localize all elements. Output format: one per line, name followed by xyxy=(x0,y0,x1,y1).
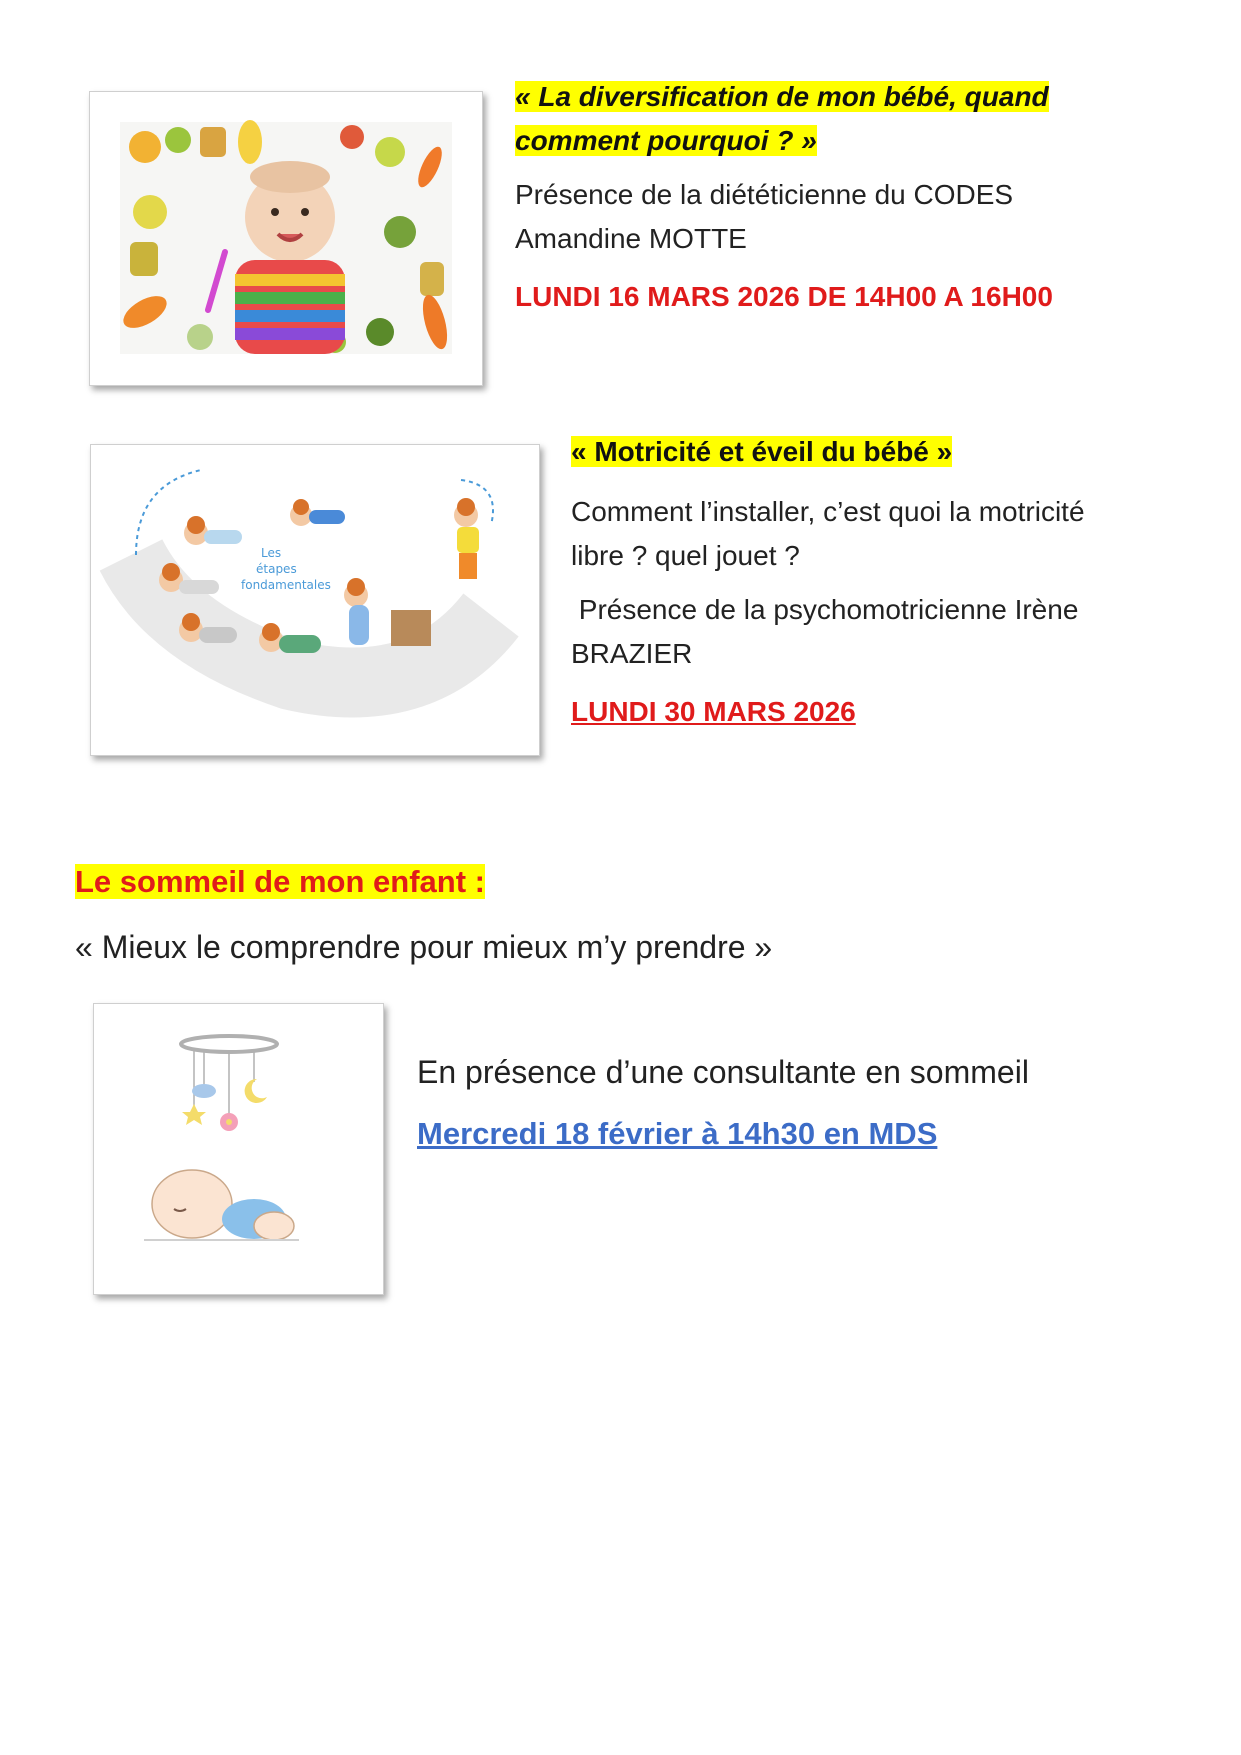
motricite-presence-line1: Présence de la psychomotricienne Irène xyxy=(571,594,1079,625)
sommeil-illustration xyxy=(93,1003,384,1295)
diversification-date: LUNDI 16 MARS 2026 DE 14H00 A 16H00 xyxy=(515,281,1053,312)
motricite-date: LUNDI 30 MARS 2026 xyxy=(571,696,856,727)
sommeil-heading-wrap xyxy=(75,860,875,905)
diversification-photo xyxy=(89,91,483,386)
sleeping-baby-with-mobile-illustration-icon xyxy=(94,1004,383,1294)
baby-with-vegetables-photo-icon xyxy=(90,92,482,385)
motricite-title: « Motricité et éveil du bébé » xyxy=(571,436,953,467)
diversification-title-line1: « La diversification de mon bébé, quand xyxy=(515,81,1049,112)
motricite-info xyxy=(571,430,1231,734)
diversification-title-line2: comment pourquoi ? » xyxy=(515,125,817,156)
diversification-presence-line1: Présence de la diététicienne du CODES xyxy=(515,179,1014,210)
motricite-presence-line2: BRAZIER xyxy=(571,638,693,669)
svg-text:étapes: étapes xyxy=(256,562,297,576)
diversification-presence-line2: Amandine MOTTE xyxy=(515,223,747,254)
sommeil-heading: Le sommeil de mon enfant : xyxy=(75,864,485,899)
sommeil-info xyxy=(417,1050,1217,1157)
svg-text:Les: Les xyxy=(261,546,282,560)
motricite-question-line1: Comment l’installer, c’est quoi la motricité xyxy=(571,496,1085,527)
svg-text:fondamentales: fondamentales xyxy=(241,578,331,592)
diversification-info xyxy=(515,75,1215,319)
sommeil-presence: En présence d’une consultante en sommeil xyxy=(417,1054,1029,1090)
motricite-question-line2: libre ? quel jouet ? xyxy=(571,540,800,571)
sommeil-subtitle: « Mieux le comprendre pour mieux m’y prendre » xyxy=(75,929,773,965)
baby-motor-development-stages-illustration-icon xyxy=(91,445,539,755)
motricite-illustration xyxy=(90,444,540,756)
sommeil-date-link[interactable]: Mercredi 18 février à 14h30 en MDS xyxy=(417,1116,938,1151)
